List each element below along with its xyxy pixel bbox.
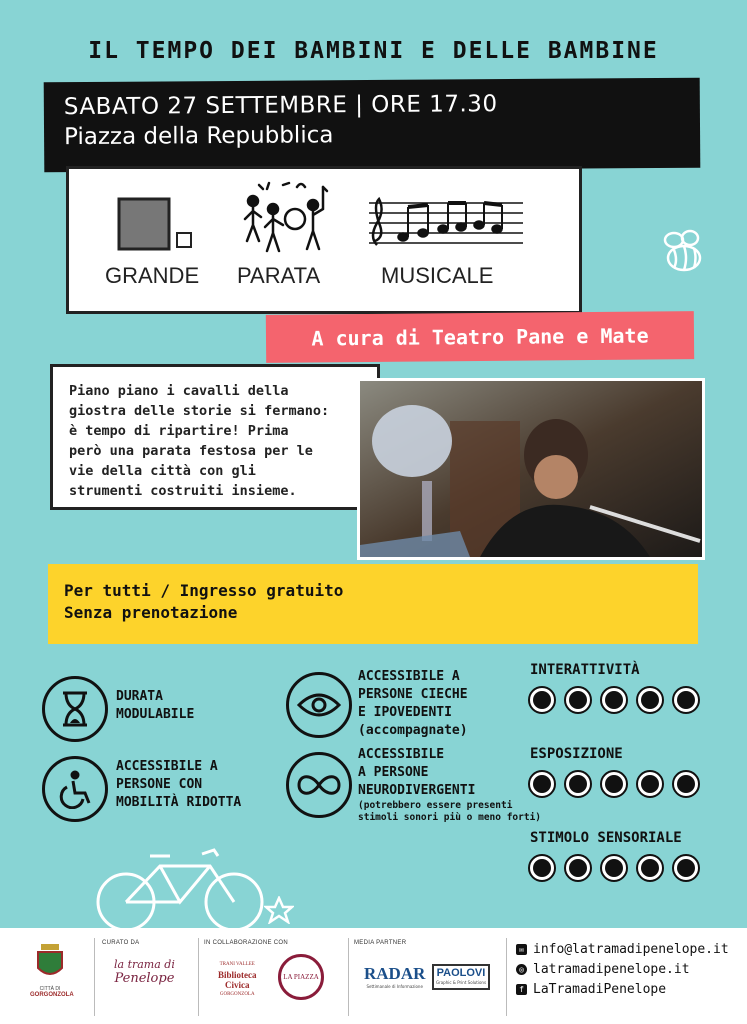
facebook-icon: f (516, 984, 527, 995)
mail-icon: ✉ (516, 944, 527, 955)
footer-divider (506, 938, 507, 1016)
piazza-logo: LA PIAZZA (278, 954, 324, 1000)
feature-blind: ACCESSIBILE A PERSONE CIECHE E IPOVEDENTI (accompagnate) (358, 669, 468, 738)
feature-neurodivergent: ACCESSIBILE A PERSONE NEURODIVERGENTI (potrebbero essere presenti stimoli sonori più o meno forti) (358, 747, 542, 823)
contact-email[interactable]: ✉ info@latramadipenelope.it (516, 942, 729, 957)
date-time: SABATO 27 SETTEMBRE | ORE 17.30 (63, 91, 498, 121)
contact-website[interactable]: ◎ latramadipenelope.it (516, 962, 690, 977)
city-name-2: GORGONZOLA (30, 992, 74, 998)
rating-dot (636, 854, 664, 882)
rating-dot (528, 770, 556, 798)
contact-facebook[interactable]: f LaTramadiPenelope (516, 982, 666, 997)
radar-logo: RADAR Settimanale di Informazione (364, 964, 426, 989)
infinity-icon (286, 752, 352, 818)
curated-label: CURATO DA (102, 940, 140, 946)
rating-dot (600, 854, 628, 882)
rating-dot (528, 854, 556, 882)
description-line: strumenti costruiti insieme. (69, 483, 297, 499)
pictogram-label-grande: GRANDE (105, 263, 200, 288)
parade-people-icon (239, 179, 329, 259)
info-band (48, 564, 698, 644)
rating-dot (564, 770, 592, 798)
rating-label-sensory: STIMOLO SENSORIALE (530, 830, 682, 846)
star-icon (264, 896, 294, 928)
pictogram-label-musicale: MUSICALE (381, 263, 494, 288)
rating-dot (672, 770, 700, 798)
rating-dot (672, 854, 700, 882)
rating-dots-exposure (528, 770, 700, 798)
description-line: giostra delle storie si fermano: (69, 403, 330, 419)
trama-logo: la trama di Penelope (114, 958, 175, 986)
hourglass-icon (42, 676, 108, 742)
rating-dot (564, 854, 592, 882)
rating-label-interactivity: INTERATTIVITÀ (530, 662, 640, 678)
footer-divider (198, 938, 199, 1016)
info-line-1: Per tutti / Ingresso gratuito (64, 581, 344, 600)
city-crest-icon (35, 942, 65, 982)
music-staff-icon (365, 193, 525, 253)
bee-icon (660, 228, 708, 278)
city-name-1: CITTÀ DI (39, 986, 61, 992)
rating-dots-sensory (528, 854, 700, 882)
location: Piazza della Repubblica (63, 122, 334, 151)
rating-dots-interactivity (528, 686, 700, 714)
footer-divider (348, 938, 349, 1016)
info-line-2: Senza prenotazione (64, 603, 238, 622)
rating-dot (600, 770, 628, 798)
bicycle-icon (90, 846, 270, 934)
paolovi-logo: PAOLOVI Graphic & Print Solutions (432, 964, 490, 990)
feature-mobility: ACCESSIBILE A PERSONE CON MOBILITÀ RIDOTTA (116, 759, 242, 810)
rating-dot (636, 770, 664, 798)
pictogram-card (66, 166, 582, 314)
wheelchair-icon (42, 756, 108, 822)
footer (0, 928, 747, 1024)
rating-label-exposure: ESPOSIZIONE (530, 746, 623, 762)
feature-duration: DURATA MODULABILE (116, 689, 195, 722)
description-line: vie della città con gli (69, 463, 256, 479)
rating-dot (528, 686, 556, 714)
description-line: è tempo di ripartire! Prima (69, 423, 289, 439)
poster-title: IL TEMPO DEI BAMBINI E DELLE BAMBINE (88, 38, 659, 64)
rating-dot (636, 686, 664, 714)
library-logo: TRANI VALLEE Biblioteca Civica GORGONZOLA (218, 962, 257, 997)
description-line: Piano piano i cavalli della (69, 383, 289, 399)
footer-divider (94, 938, 95, 1016)
collab-label: IN COLLABORAZIONE CON (204, 940, 288, 946)
curator-band: A cura di Teatro Pane e Mate (266, 311, 694, 363)
rating-dot (672, 686, 700, 714)
eye-icon (286, 672, 352, 738)
description-line: però una parata festosa per le (69, 443, 313, 459)
date-band (44, 78, 701, 173)
globe-icon: ◎ (516, 964, 527, 975)
event-photo (357, 378, 705, 560)
rating-dot (600, 686, 628, 714)
big-square-icon (117, 197, 197, 255)
city-crest (30, 942, 74, 999)
description-card (50, 364, 380, 510)
media-label: MEDIA PARTNER (354, 940, 407, 946)
rating-dot (564, 686, 592, 714)
pictogram-label-parata: PARATA (237, 263, 321, 288)
